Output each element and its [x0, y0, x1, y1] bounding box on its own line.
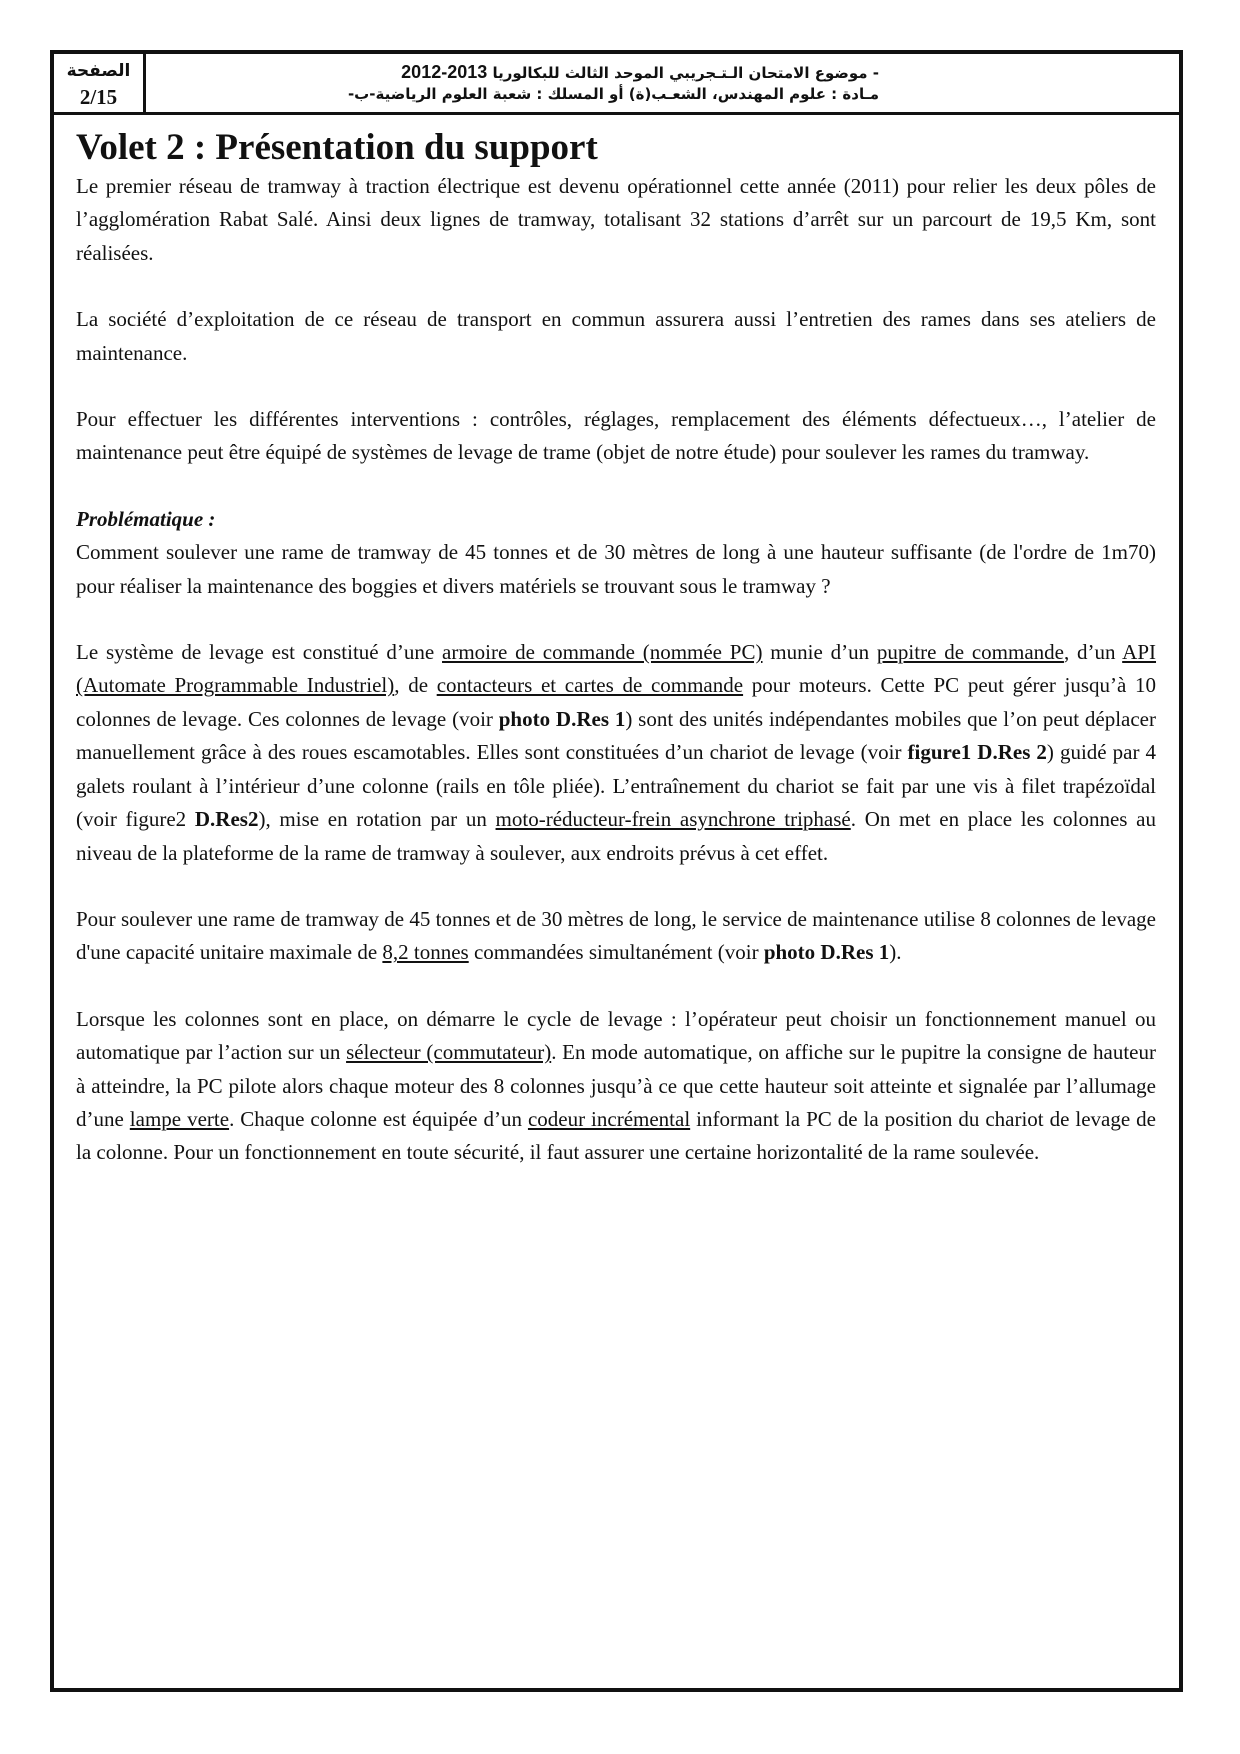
paragraph-intro: Le premier réseau de tramway à traction électrique est devenu opérationnel cette année (2011) pour relier les deux pôles de l’agglomération Rabat Salé. Ainsi deux lignes de tramway, totalisant 32 stations d’arrêt sur un parcourt de 19,5 Km, sont réalisées. — [76, 174, 1156, 265]
text-run: . Chaque colonne est équipée d’un — [229, 1106, 528, 1131]
paragraph-system — [76, 636, 1156, 870]
text-run: Pour soulever une rame de tramway de 45 tonnes et de 30 mètres de long, le service de maintenance utilise 8 colonnes de levage d'une capacité unitaire maximale de — [76, 906, 1156, 965]
text-run: commandées simultanément (voir — [468, 940, 764, 965]
exam-year: 2012-2013 — [401, 62, 488, 82]
page-indicator — [54, 54, 146, 112]
paragraph-interventions: Pour effectuer les différentes interventions : contrôles, réglages, remplacement des éléments défectueux…, l’atelier de maintenance peut être équipé de systèmes de levage de trame (objet de notre étude) pour soulever les rames du tramway. — [76, 407, 1156, 465]
text-run: munie d’un — [762, 640, 877, 665]
text-run: ) sont des unités indépendantes mobiles que l’on peut déplacer manuellement grâce à des roues escamotables. Elles sont constituées d’un chariot de levage (voir — [76, 706, 1156, 765]
exam-title-line1 — [348, 62, 879, 84]
text-run: ) guidé par 4 galets roulant à l’intérieur d’une colonne (rails en tôle pliée). L’entraînement du chariot se fait par une vis à filet trapézoïdal (voir figure2 — [76, 740, 1156, 832]
underlined-term: pupitre de commande — [876, 640, 1064, 665]
page-frame — [50, 50, 1183, 1692]
underlined-term: API (Automate Programmable Industriel) — [76, 640, 1157, 698]
text-run: , d’un — [1063, 640, 1123, 665]
text-run: . On met en place les colonnes au niveau de la plateforme de la rame de tramway à soulever, aux endroits prévus à cet effet. — [76, 807, 1156, 865]
bold-reference: photo D.Res 1 — [763, 940, 890, 965]
text-run: Le système de levage est constitué d’une — [76, 640, 443, 665]
problem-heading: Problématique : — [76, 506, 216, 531]
text-run: ), mise en rotation par un — [258, 807, 496, 832]
text-run: , de — [394, 673, 437, 698]
exam-title-text: - موضوع الامتحان الـتـجريبي الموحد الثالث للبكالوريا — [487, 64, 879, 82]
page-label: الصفحة — [66, 61, 131, 81]
exam-subject-line: مـادة : علوم المهندس، الشعـب(ة) أو المسلك : شعبة العلوم الرياضية-ب- — [347, 85, 879, 103]
text-run: ). — [889, 940, 902, 965]
paragraph-maintenance: La société d’exploitation de ce réseau de transport en commun assurera aussi l’entretien des rames dans ses ateliers de maintenance. — [76, 307, 1156, 365]
underlined-term: codeur incrémental — [527, 1106, 691, 1131]
underlined-term: armoire de commande (nommée PC) — [442, 640, 763, 665]
text-run: . En mode automatique, on affiche sur le pupitre la consigne de hauteur à atteindre, la PC pilote alors chaque moteur des 8 colonnes jusqu’à ce que cette hauteur soit atteinte et signalée par l’allumage d’une — [76, 1040, 1156, 1131]
text-run: Lorsque les colonnes sont en place, on démarre le cycle de levage : l’opérateur peut choisir un fonctionnement manuel ou automatique par l’action sur un — [76, 1006, 1156, 1065]
exam-title — [348, 62, 879, 105]
underlined-term: contacteurs et cartes de commande — [436, 673, 744, 698]
paragraph-problem: Comment soulever une rame de tramway de 45 tonnes et de 30 mètres de long à une hauteur suffisante (de l'ordre de 1m70) pour réaliser la maintenance des boggies et divers matériels se trouvant sous le tramway ? — [76, 540, 1156, 598]
paragraph-cycle — [76, 1003, 1156, 1170]
paragraph-columns — [76, 903, 1156, 970]
section-title: Volet 2 : Présentation du support — [76, 127, 598, 168]
underlined-term: sélecteur (commutateur) — [346, 1040, 552, 1065]
exam-header — [54, 54, 1179, 115]
text-run: informant la PC de la position du chariot de levage de la colonne. Pour un fonctionnement en toute sécurité, il faut assurer une certaine horizontalité de la rame soulevée. — [76, 1106, 1156, 1165]
text-run: pour moteurs. Cette PC peut gérer jusqu’à 10 colonnes de levage. Ces colonnes de levage (voir — [76, 673, 1156, 731]
bold-reference: photo D.Res 1 — [498, 706, 626, 731]
underlined-term: lampe verte — [129, 1106, 230, 1131]
page-number: 2/15 — [79, 85, 118, 109]
document-body — [76, 126, 1156, 1203]
underlined-term: 8,2 tonnes — [382, 940, 469, 965]
underlined-term: moto-réducteur-frein asynchrone triphasé — [495, 807, 851, 832]
bold-reference: figure1 D.Res 2 — [907, 740, 1047, 765]
bold-reference: D.Res2 — [194, 807, 259, 832]
